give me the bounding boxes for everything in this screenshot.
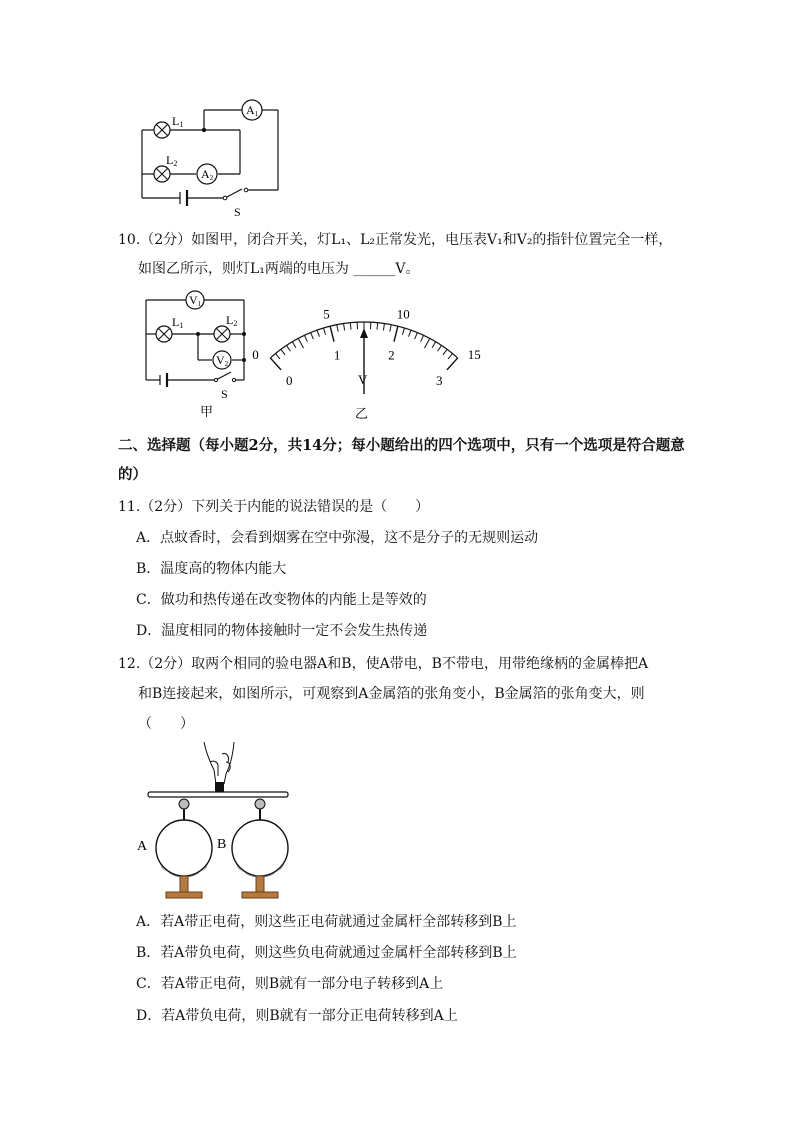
dial-outer-label: 10 — [396, 306, 410, 322]
dial-tick — [448, 354, 452, 359]
lamp-l1-icon — [156, 326, 172, 342]
dial-tick — [447, 358, 458, 370]
lamp-l2-label: L2 — [226, 313, 238, 328]
switch-label: S — [234, 205, 241, 219]
dial-tick — [304, 335, 307, 341]
switch-label: S — [221, 387, 228, 401]
dial-tick — [443, 349, 447, 355]
q10-stem-line1: 10.（2分）如图甲，闭合开关，灯L₁、L₂正常发光，电压表V₁和V₂的指针位置完全一样， — [118, 232, 673, 248]
figure-caption-jia: 甲 — [200, 404, 214, 419]
dial-tick — [344, 324, 345, 331]
q11-option-d: D．温度相同的物体接触时一定不会发生热传递 — [136, 623, 428, 639]
dial-tick — [383, 324, 384, 331]
q11-option-a: A．点蚊香时，会看到烟雾在空中弥漫，这不是分子的无规则运动 — [136, 530, 539, 546]
lamp-l2-icon — [154, 166, 170, 182]
dial-tick — [432, 342, 436, 348]
dial-tick — [402, 328, 404, 335]
dial-tick — [330, 326, 334, 342]
lamp-l2-icon — [214, 326, 230, 342]
dial-tick — [311, 333, 314, 339]
ammeter-a1-label: A1 — [246, 103, 259, 118]
voltmeter-dial-yi — [252, 294, 481, 424]
dial-tick — [350, 323, 351, 330]
q12-stem-line2: 和B连接起来，如图所示，可观察到A金属箔的张角变小，B金属箔的张角变大，则 — [138, 686, 645, 702]
electroscope-b-label: B — [217, 837, 227, 852]
q11-stem: 11.（2分）下列关于内能的说法错误的是（ ） — [118, 499, 430, 515]
dial-unit-label: V — [358, 372, 368, 387]
dial-tick — [287, 345, 291, 351]
q12-option-c: C．若A带正电荷，则B就有一部分电子转移到A上 — [136, 976, 444, 992]
voltmeter-v2-label: V2 — [216, 353, 229, 368]
dial-tick — [337, 325, 338, 332]
dial-outer-label: 5 — [323, 306, 330, 322]
dial-tick — [270, 358, 281, 370]
dial-outer-label: 0 — [252, 347, 259, 363]
metal-rod — [148, 792, 288, 797]
electroscope-b — [232, 799, 288, 898]
dial-tick — [317, 330, 319, 337]
hand-icon — [204, 742, 234, 784]
lamp-l1-label: L1 — [172, 114, 184, 129]
dial-tick — [438, 345, 442, 351]
q11-option-b: B．温度高的物体内能大 — [136, 561, 287, 577]
voltmeter-v1-label: V1 — [189, 293, 202, 308]
dial-inner-label: 0 — [286, 372, 293, 388]
dial-tick — [409, 330, 411, 337]
circuit-diagram-q9 — [130, 92, 290, 222]
electroscope-diagram — [134, 740, 299, 905]
dial-tick — [377, 323, 378, 330]
q12-stem-line3: （ ） — [138, 716, 194, 732]
dial-outer-label: 15 — [467, 347, 481, 363]
q12-option-b: B．若A带负电荷，则这些负电荷就通过金属杆全部转移到B上 — [136, 945, 517, 961]
lamp-l1-icon — [154, 122, 170, 138]
ammeter-a2-label: A2 — [201, 167, 214, 182]
dial-inner-label: 2 — [388, 347, 395, 363]
q10-stem-line2: 如图乙所示，则灯L₁两端的电压为 ______V。 — [138, 261, 420, 277]
q12-option-d: D．若A带负电荷，则B就有一部分正电荷转移到A上 — [136, 1008, 458, 1024]
dial-tick — [276, 354, 280, 359]
dial-tick — [292, 342, 296, 348]
dial-tick — [390, 325, 391, 332]
circuit-diagram-jia — [138, 288, 258, 420]
section2-heading-line2: 的） — [118, 466, 147, 483]
lamp-l1-label: L1 — [172, 315, 184, 330]
lamp-l2-label: L2 — [166, 153, 178, 168]
dial-tick — [281, 349, 285, 355]
electroscope-a-label: A — [137, 839, 148, 854]
dial-tick — [324, 328, 326, 335]
q12-stem-line1: 12.（2分）取两个相同的验电器A和B，使A带电，B不带电，用带绝缘柄的金属棒把A — [118, 656, 649, 672]
dial-tick — [394, 326, 398, 342]
dial-tick — [298, 338, 303, 348]
q11-option-c: C．做功和热传递在改变物体的内能上是等效的 — [136, 592, 427, 608]
dial-tick — [425, 338, 430, 348]
figure-caption-yi: 乙 — [355, 406, 369, 421]
dial-tick — [421, 335, 424, 341]
q12-option-a: A．若A带正电荷，则这些正电荷就通过金属杆全部转移到B上 — [136, 914, 517, 930]
dial-needle-head — [360, 328, 368, 338]
section2-heading-line1: 二、选择题（每小题2分，共14分；每小题给出的四个选项中，只有一个选项是符合题意 — [118, 437, 685, 454]
electroscope-a — [156, 799, 212, 898]
insulated-handle — [215, 782, 224, 792]
dial-inner-label: 3 — [435, 372, 443, 388]
dial-tick — [415, 333, 418, 339]
dial-inner-label: 1 — [333, 347, 341, 363]
